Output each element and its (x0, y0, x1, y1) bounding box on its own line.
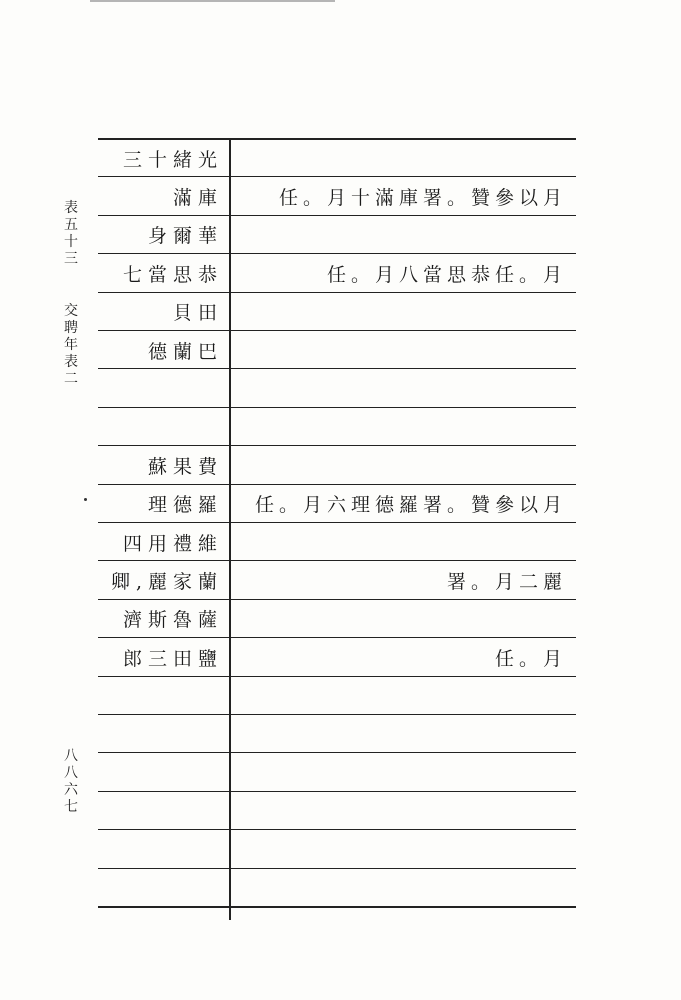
page-number-text: 八八六七 (64, 748, 78, 815)
name-cell: 卿,麗家蘭 (110, 570, 223, 593)
top-rule (90, 0, 335, 2)
page-number (58, 748, 84, 816)
name-cell: 郎三田鹽 (122, 647, 223, 670)
name-cell: 四用禮維 (122, 532, 223, 555)
name-cell: 理德羅 (147, 494, 223, 517)
event-cell (235, 600, 567, 638)
name-cell (98, 792, 223, 830)
margin-upper-text: 表五十三 (64, 200, 78, 267)
event-cell (235, 715, 567, 753)
event-cell (235, 869, 567, 907)
name-cell: 貝田 (172, 302, 223, 325)
margin-upper-label (58, 200, 84, 268)
name-cell (98, 830, 223, 868)
chronology-table (98, 138, 576, 926)
name-cell (98, 715, 223, 753)
event-cell (235, 369, 567, 407)
event-cell (235, 523, 567, 561)
event-cell: 署。月二麗 (446, 570, 567, 593)
event-cell: 任。月六理德羅署。贊參以月 (254, 494, 567, 517)
event-cell: 任。月十滿庫署。贊參以月 (278, 186, 567, 209)
event-cell (235, 446, 567, 484)
name-cell: 三十緒光 (122, 148, 223, 171)
name-cell: 身爾華 (147, 225, 223, 248)
name-cell (98, 677, 223, 715)
event-cell (235, 216, 567, 254)
column-divider (229, 140, 231, 920)
name-cell: 德蘭巴 (147, 340, 223, 363)
event-cell (235, 753, 567, 791)
name-cell (98, 869, 223, 907)
event-cell (235, 139, 567, 177)
name-cell: 蘇果費 (147, 455, 223, 478)
event-cell (235, 293, 567, 331)
event-cell (235, 408, 567, 446)
name-cell (98, 753, 223, 791)
event-cell: 任。月八當思恭任。月 (326, 263, 567, 286)
margin-middle-label (58, 303, 84, 388)
event-cell (235, 677, 567, 715)
stray-mark (84, 498, 87, 501)
name-cell (98, 369, 223, 407)
event-cell (235, 331, 567, 369)
event-cell (235, 830, 567, 868)
name-cell: 滿庫 (172, 186, 223, 209)
name-cell: 濟斯魯薩 (122, 609, 223, 632)
margin-middle-text: 交聘年表二 (64, 303, 78, 387)
event-cell (235, 792, 567, 830)
name-cell (98, 408, 223, 446)
event-cell: 任。月 (494, 647, 567, 670)
name-cell: 七當思恭 (122, 263, 223, 286)
